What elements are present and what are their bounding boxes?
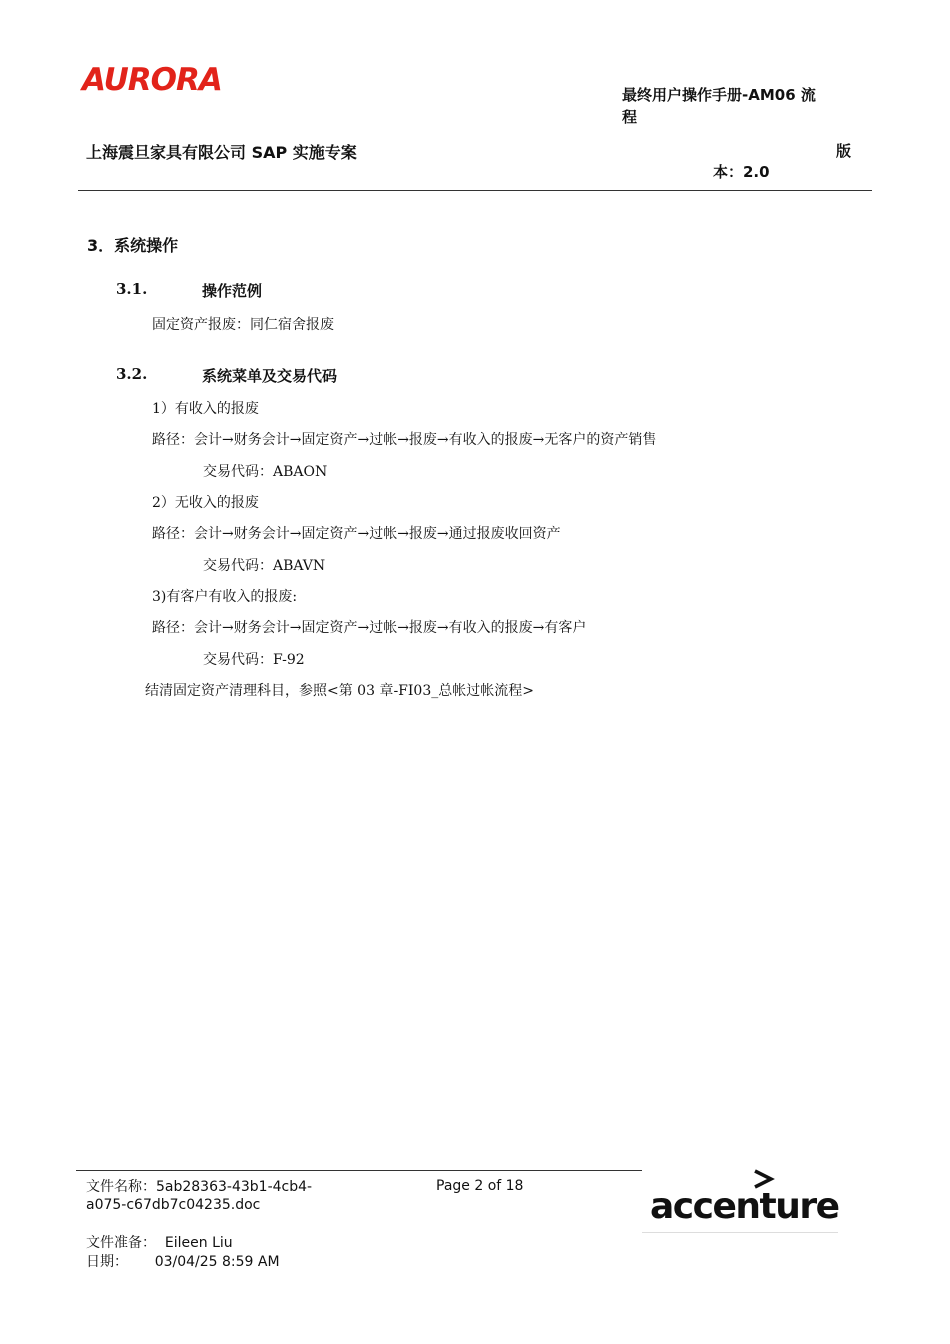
footer-date: 日期： 03/04/25 8:59 AM: [86, 1254, 280, 1270]
page-number: Page 2 of 18: [436, 1178, 524, 1194]
item-1-title: 1）有收入的报废: [152, 401, 259, 417]
version-label: 版: [836, 142, 852, 160]
item-2-transaction-code: 交易代码：ABAVN: [203, 558, 326, 574]
subsection-3-2-title: 系统菜单及交易代码: [202, 367, 338, 385]
item-1-path: 路径：会计→财务会计→固定资产→过帐→报废→有收入的报废→无客户的资产销售: [152, 432, 657, 448]
example-text: 固定资产报废：同仁宿舍报废: [152, 317, 334, 333]
subsection-3-2-number: 3.2.: [116, 365, 148, 383]
footer-filename-line2: a075-c67db7c04235.doc: [86, 1197, 261, 1213]
item-3-path: 路径：会计→财务会计→固定资产→过帐→报废→有收入的报废→有客户: [152, 620, 587, 636]
subsection-3-1-title: 操作范例: [202, 282, 263, 300]
item-3-transaction-code: 交易代码：F-92: [203, 652, 305, 668]
company-name: 上海震旦家具有限公司 SAP 实施专案: [86, 143, 357, 162]
accenture-logo: accenture: [650, 1186, 839, 1227]
item-1-transaction-code: 交易代码：ABAON: [203, 464, 328, 480]
footer-preparer: 文件准备： Eileen Liu: [86, 1235, 233, 1251]
section-title: 3．系统操作: [87, 236, 179, 255]
item-3-title: 3)有客户有收入的报废:: [152, 589, 298, 605]
document-title-line1: 最终用户操作手册-AM06 流: [622, 86, 816, 104]
logo-underline: [642, 1232, 838, 1233]
subsection-3-1-number: 3.1.: [116, 280, 148, 298]
version-value: 本：2.0: [713, 163, 770, 181]
document-title: [622, 84, 854, 128]
aurora-logo: AURORA: [82, 62, 222, 98]
footer-filename-line1: 文件名称：5ab28363-43b1-4cb4-: [86, 1179, 313, 1195]
footer-divider: [76, 1170, 642, 1171]
item-2-title: 2）无收入的报废: [152, 495, 259, 511]
item-2-path: 路径：会计→财务会计→固定资产→过帐→报废→通过报废收回资产: [152, 526, 561, 542]
header-divider: [78, 190, 872, 191]
closing-note: 结清固定资产清理科目，参照<第 03 章-FI03_总帐过帐流程>: [145, 683, 534, 699]
document-title-line2: 程: [622, 108, 638, 126]
